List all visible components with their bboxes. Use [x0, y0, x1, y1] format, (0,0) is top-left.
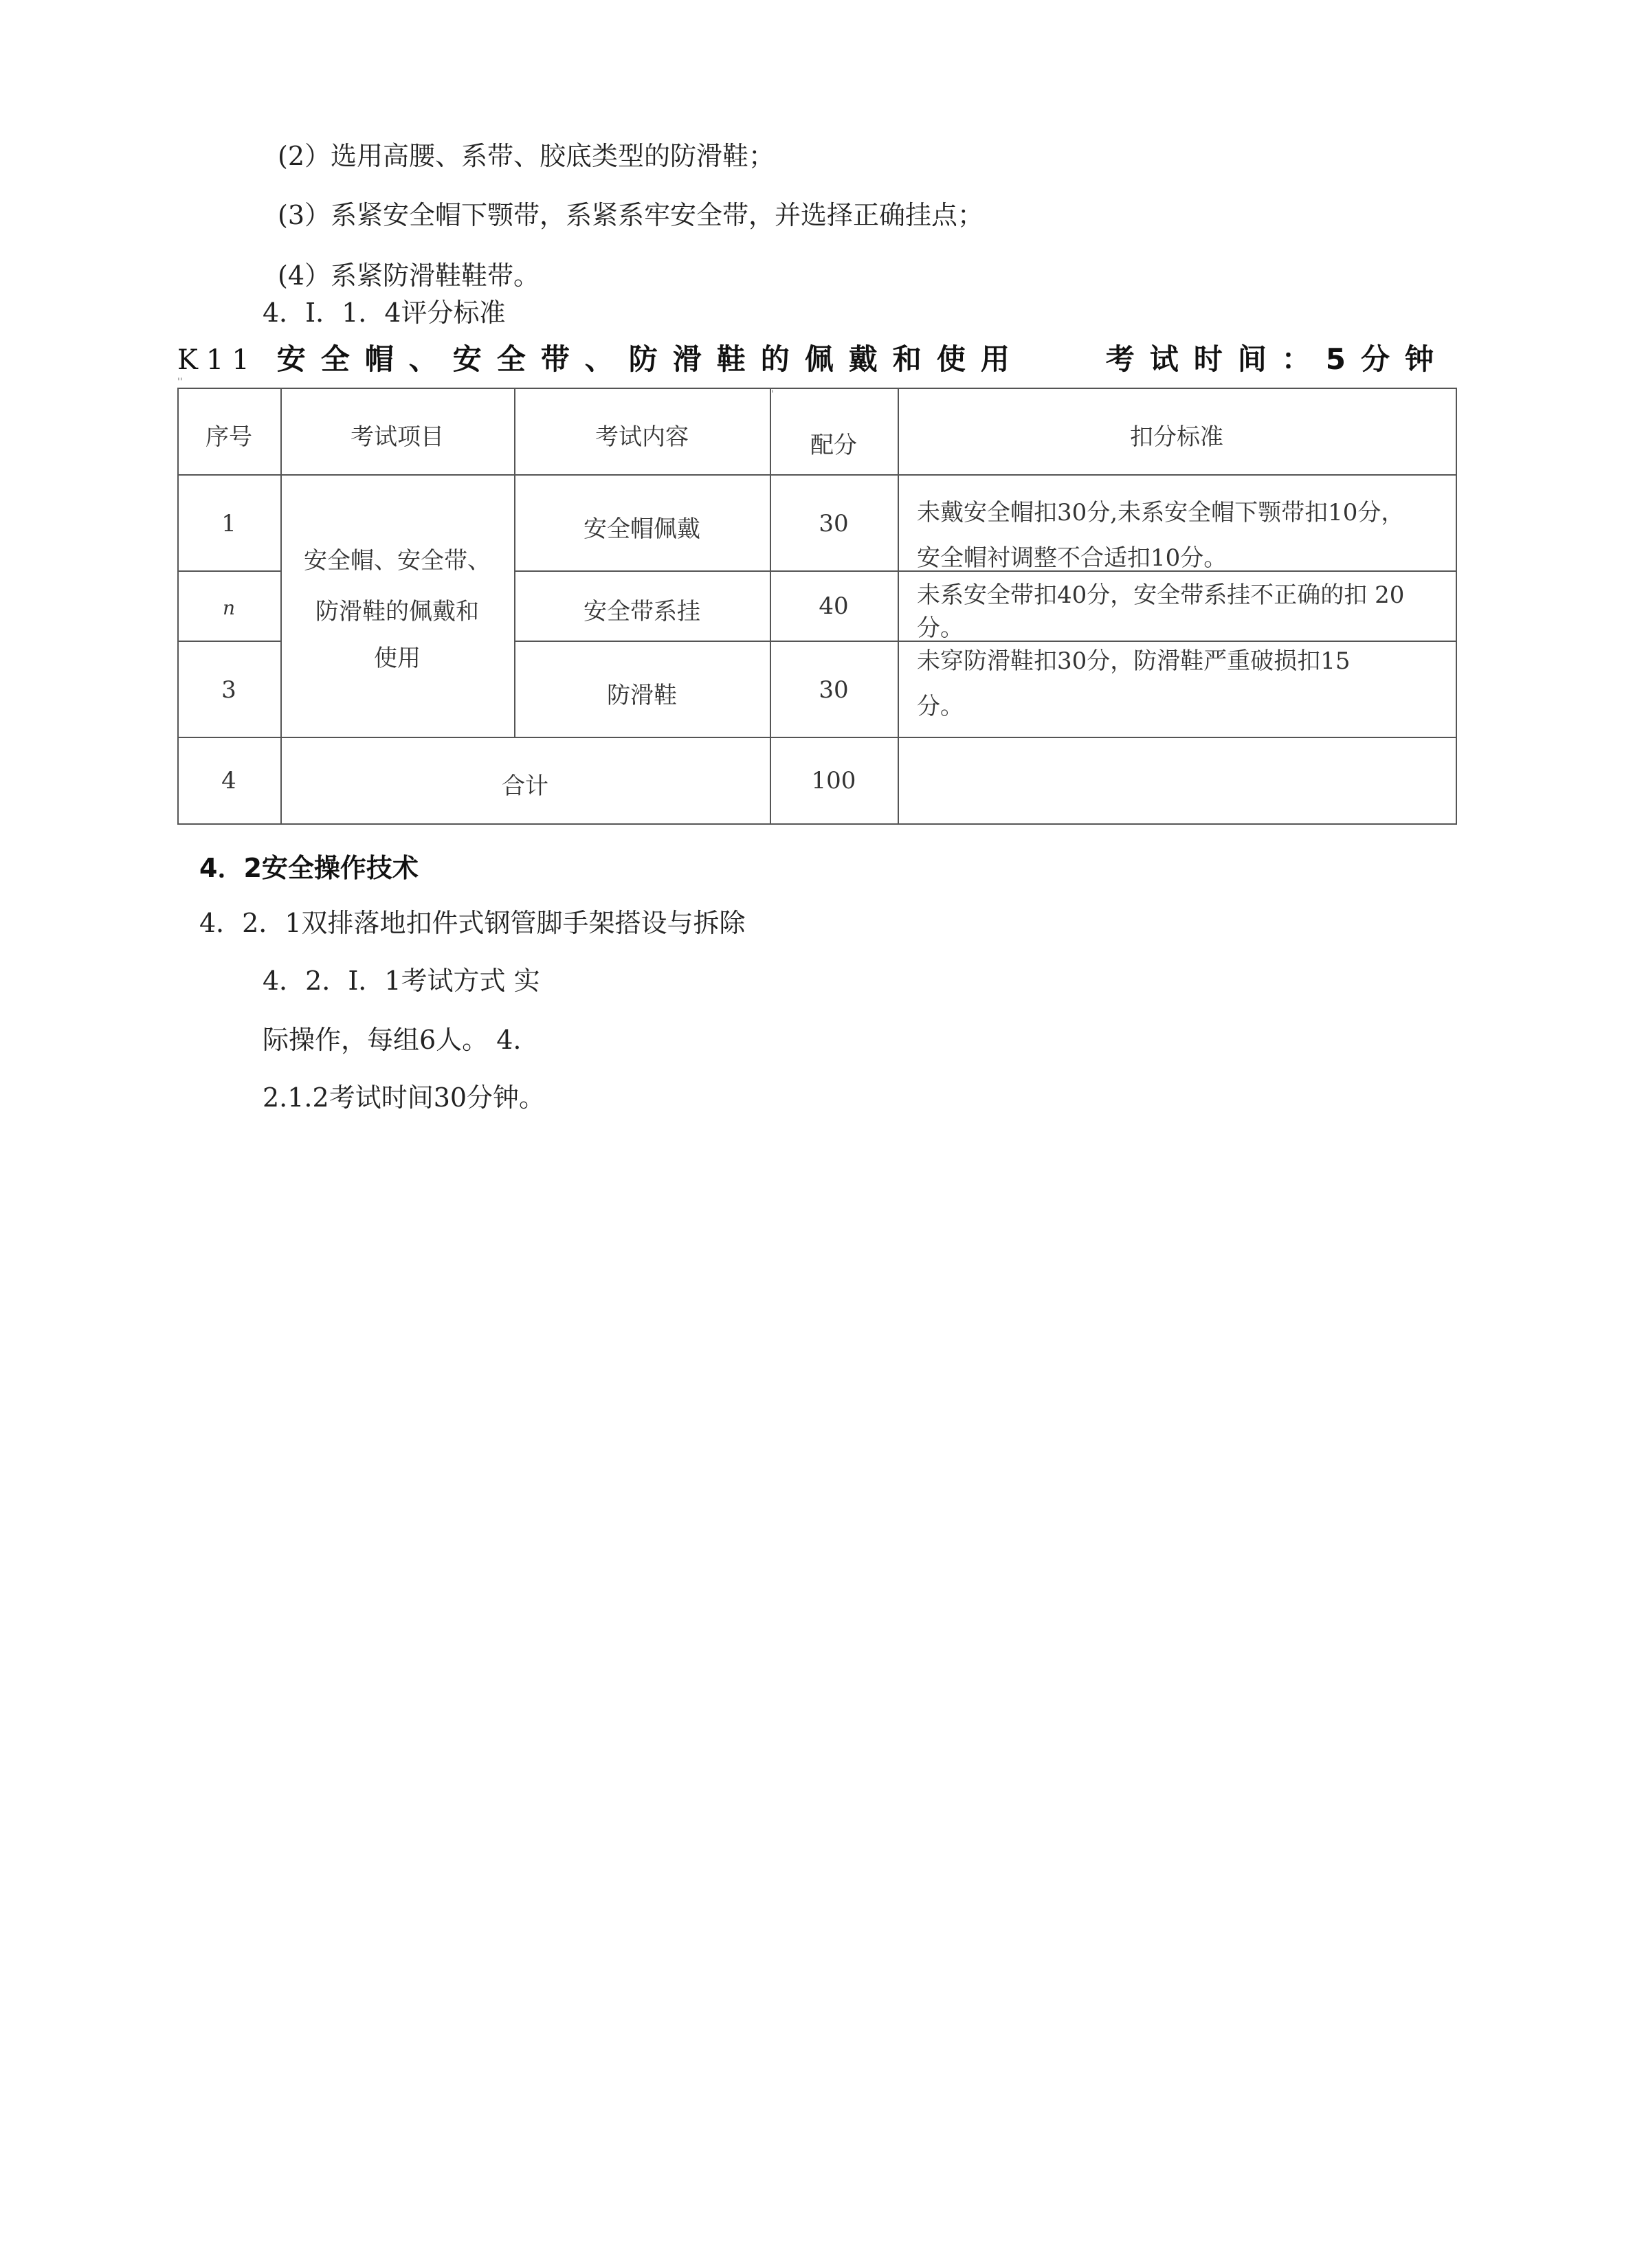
row-1-rule-2: 安全帽衬调整不合适扣10分。 [917, 544, 1227, 572]
exam-method-line-2: 际操作，每组6人。 4. [263, 1025, 522, 1055]
project-line-3: 使用 [374, 645, 421, 672]
row-1-content: 安全帽佩戴 [584, 515, 700, 543]
intro-item-2: (2）选用高腰、系带、胶底类型的防滑鞋； [278, 141, 775, 171]
total-label: 合计 [502, 772, 548, 800]
total-no: 4 [221, 767, 236, 794]
tick-mark: '' [177, 377, 183, 388]
intro-item-4: (4）系紧防滑鞋鞋带。 [278, 260, 540, 291]
section-4-2-1: 4．2．1双排落地扣件式钢管脚手架搭设与拆除 [199, 908, 746, 938]
row-3-rule-2: 分。 [917, 693, 964, 720]
row-2-rule-1: 未系安全带扣40分，安全带系挂不正确的扣 20 [917, 581, 1405, 609]
intro-item-3: (3）系紧安全帽下颚带，系紧系牢安全带，并选择正确挂点； [278, 200, 984, 230]
row-1-no: 1 [221, 510, 236, 537]
row-3-rule-1: 未穿防滑鞋扣30分，防滑鞋严重破损扣15 [917, 647, 1351, 675]
row-2-score: 40 [819, 592, 849, 620]
exam-time-line: 2.1.2考试时间30分钟。 [263, 1082, 546, 1113]
row-3-content: 防滑鞋 [607, 682, 677, 709]
row-2-no: n [222, 597, 236, 619]
row-2-content: 安全带系挂 [584, 598, 700, 625]
table-code: K11 [177, 344, 258, 376]
header-rule: 扣分标准 [1130, 423, 1223, 451]
row-3-no: 3 [221, 676, 236, 704]
row-1-rule-1: 未戴安全帽扣30分,未系安全帽下颚带扣10分， [917, 499, 1405, 526]
row-2-rule-2: 分。 [917, 614, 964, 642]
header-content: 考试内容 [595, 423, 689, 451]
header-no: 序号 [205, 423, 252, 451]
table-title [177, 337, 1456, 378]
tick-mark: ' [771, 389, 774, 400]
header-project: 考试项目 [351, 423, 444, 451]
project-line-1: 安全帽、安全带、 [304, 547, 491, 575]
exam-method-line-1: 4．2．I．1考试方式 实 [263, 966, 540, 996]
header-score: 配分 [810, 432, 857, 459]
exam-time: 考试时间：5分钟 [1105, 342, 1449, 376]
row-1-score: 30 [819, 510, 849, 537]
project-line-2: 防滑鞋的佩戴和 [315, 598, 479, 625]
section-4-2: 4．2安全操作技术 [199, 853, 419, 883]
table-name: 安全帽、安全带、防滑鞋的佩戴和使用 [276, 342, 1025, 376]
heading-scoring: 4．I．1．4评分标准 [263, 298, 506, 328]
row-3-score: 30 [819, 676, 849, 704]
total-score: 100 [811, 767, 856, 794]
